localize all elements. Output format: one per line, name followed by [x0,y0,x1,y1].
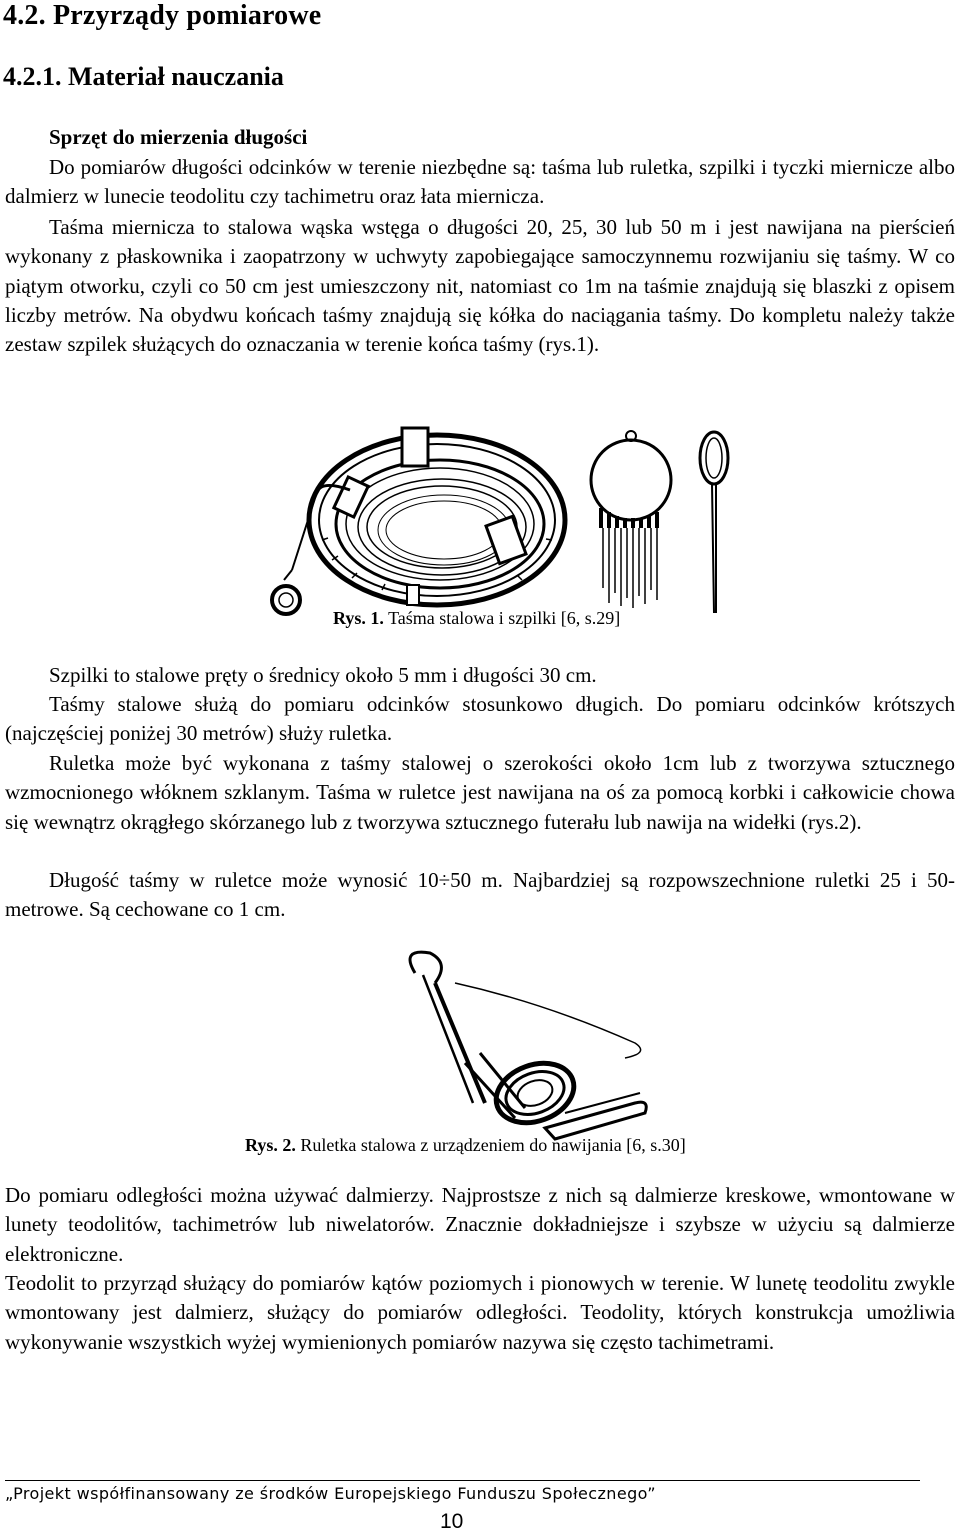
topic-heading: Sprzęt do mierzenia długości [49,125,308,149]
figure-1-label: Rys. 1. [333,608,384,628]
paragraph-pins: Szpilki to stalowe pręty o średnicy około 5 mm i długości 30 cm. [49,663,597,687]
paragraph-intro: Do pomiarów długości odcinków w terenie niezbędne są: taśma lub ruletka, szpilki i tyczki miernicze albo dalmierz w lunecie teodolitu czy tachimetru oraz łata miernicza. [5,155,955,209]
figure-1-caption: Taśma stalowa i szpilki [6, s.29] [388,608,621,628]
footer-project-note: „Projekt współfinansowany ze środków Europejskiego Funduszu Społecznego” [5,1484,656,1503]
figure-2-caption: Ruletka stalowa z urządzeniem do nawijania [6, s.30] [300,1135,686,1155]
figure-2-label: Rys. 2. [245,1135,296,1155]
measuring-pins-illustration [583,428,703,618]
paragraph-rangefinders: Do pomiaru odległości można używać dalmierzy. Najprostsze z nich są dalmierze kreskowe, wmontowane w lunety teodolitów, tachimetrów lub niwelatorów. Znacznie dokładniejsze i szybsze w użyciu są dalmierze elektroniczne. [5,1183,955,1266]
subsection-heading: 4.2.1. Materiał nauczania [3,62,284,91]
paragraph-tape-usage: Taśmy stalowe służą do pomiaru odcinków stosunkowo długich. Do pomiaru odcinków krótszych (najczęściej poniżej 30 metrów) służy ruletka. [5,692,955,746]
figure-1 [0,400,960,645]
figure-2 [0,935,960,1165]
footer-divider [5,1480,920,1481]
single-pin-illustration [692,428,742,618]
page-number: 10 [440,1510,464,1533]
paragraph-tape: Taśma miernicza to stalowa wąska wstęga o długości 20, 25, 30 lub 50 m i jest nawijana na pierścień wykonany z płaskownika i zaopatrzony w uchwyty zapobiegające samoczynnemu rozwijaniu się taśmy. W co piątym otworku, czyli co 50 cm jest umieszczony nit, natomiast co 1m na taśmie znajdują się blaszki z opisem liczby metrów. Na obydwu końcach taśmy znajdują się kółka do naciągania taśmy. Do kompletu należy także zestaw szpilek służących do oznaczania w terenie końca taśmy (rys.1). [5,215,955,357]
paragraph-roulette-length: Długość taśmy w ruletce może wynosić 10÷50 m. Najbardziej są rozpowszechnione ruletki 25 i 50-metrowe. Są cechowane co 1 cm. [5,868,955,922]
section-heading: 4.2. Przyrządy pomiarowe [3,0,322,31]
paragraph-roulette: Ruletka może być wykonana z taśmy stalowej o szerokości około 1cm lub z tworzywa sztucznego wzmocnionego włóknem szklanym. Taśma w ruletce jest nawijana na oś za pomocą korbki i całkowicie chowa się wewnątrz okrągłego skórzanego lub z tworzywa sztucznego futerału lub nawija na widełki (rys.2). [5,751,955,834]
paragraph-theodolite: Teodolit to przyrząd służący do pomiarów kątów poziomych i pionowych w terenie. W lunetę teodolitu zwykle wmontowany jest dalmierz, służący do pomiarów odległości. Teodolity, których konstrukcja umożliwia wykonywanie wszystkich wyżej wymienionych pomiarów nazywa się często tachimetrami. [5,1271,955,1354]
roulette-illustration [395,943,655,1143]
